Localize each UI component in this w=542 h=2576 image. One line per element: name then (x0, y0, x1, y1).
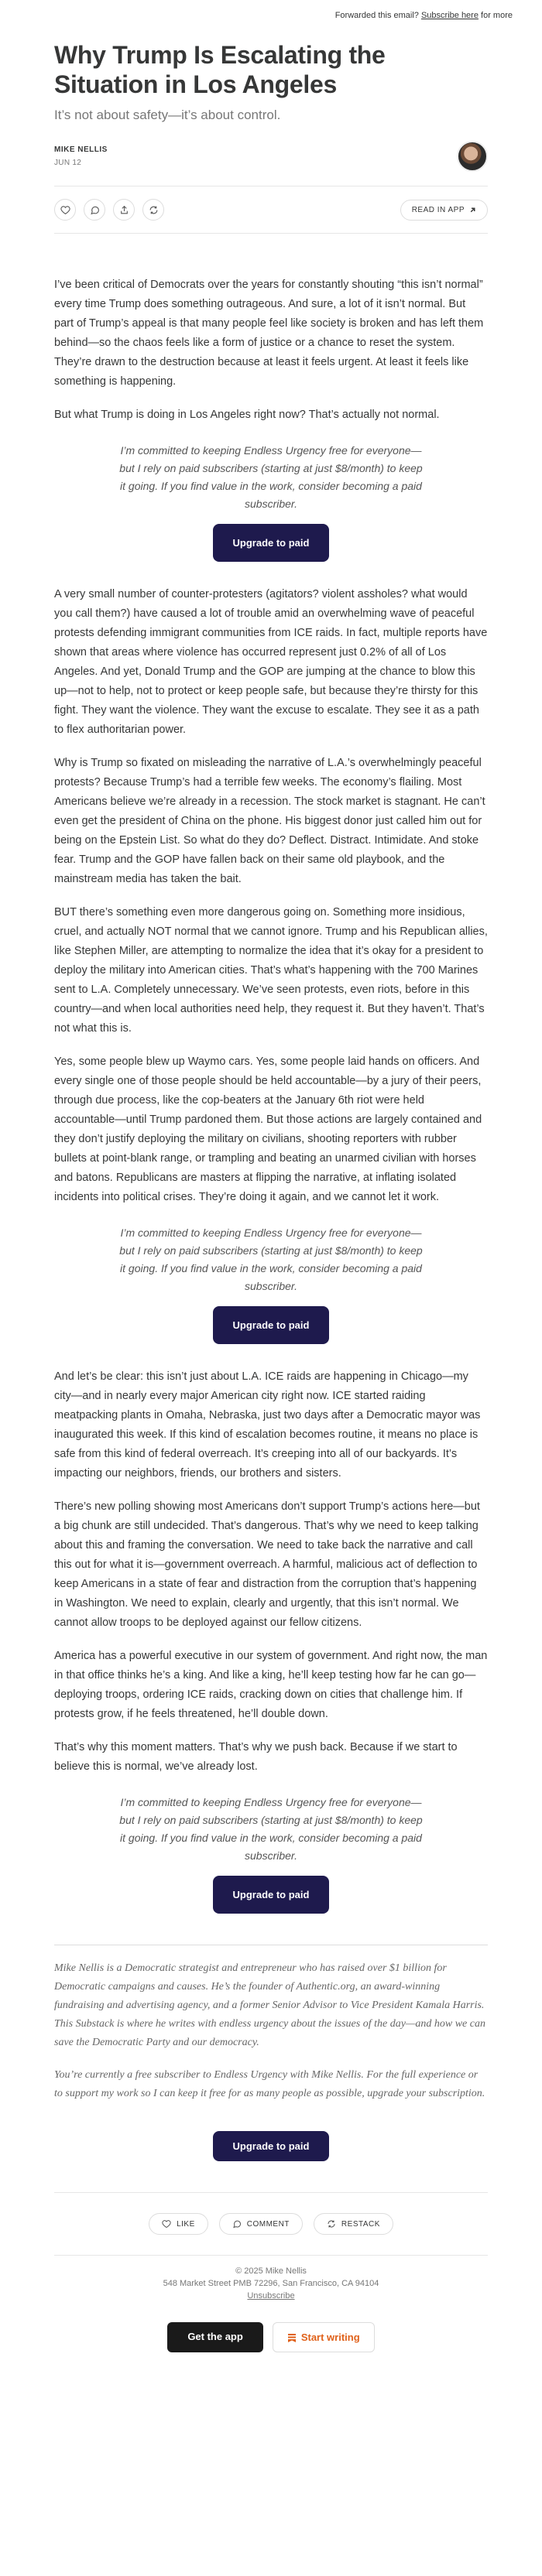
heart-icon (60, 205, 70, 215)
comment-pill-button[interactable] (219, 2213, 303, 2235)
read-in-app-button[interactable] (400, 200, 488, 221)
start-writing-label: Start writing (300, 2331, 360, 2343)
cta-text: I’m committed to keeping Endless Urgency free for everyone—but I rely on paid subscribers (starting at just $8/month) to keep it going. If you find value in the work, consider becoming a paid subscriber. (119, 1796, 423, 1862)
get-app-button[interactable]: Get the app (167, 2322, 263, 2352)
arrow-up-right-icon (469, 207, 476, 214)
paragraph: That’s why this moment matters. That’s why we push back. Because if we start to believe this is normal, we’ve already lost. (54, 1741, 458, 1773)
subscribe-cta (116, 1224, 426, 1344)
upgrade-button[interactable]: Upgrade to paid (213, 1876, 330, 1914)
legal-footer (54, 2255, 488, 2302)
bio-paragraph: You’re currently a free subscriber to Endless Urgency with Mike Nellis. For the full experience or to support my work so I can keep it free for as many people as possible, upgrade your subscription. (54, 2069, 485, 2099)
forward-suffix: for more (481, 11, 513, 20)
like-pill-button[interactable] (149, 2213, 208, 2235)
paragraph: BUT there’s something even more dangerous going on. Something more insidious, cruel, and actually NOT normal that we cannot ignore. Trump and his Republican allies, like Stephen Miller, are attempting to normalize the idea that it’s okay for a president to deploy the military into American cities. That’s what’s happening with the 700 Marines sent to L.A. Completely unnecessary. We’ve seen protests, even riots, before in this country—and when local authorities need help, they request it. But they haven’t. That’s not what this is. (54, 906, 488, 1035)
post-body (54, 275, 488, 1914)
cta-text: I’m committed to keeping Endless Urgency free for everyone—but I rely on paid subscribers (starting at just $8/month) to keep it going. If you find value in the work, consider becoming a paid subscriber. (119, 444, 423, 510)
restack-icon (149, 205, 159, 215)
post-subtitle: It’s not about safety—it’s about control. (54, 108, 281, 122)
paragraph: I’ve been critical of Democrats over the years for constantly shouting “this isn’t normal” every time Trump does something outrageous. And sure, a lot of it isn’t normal. But part of Trump’s appeal is that many people feel like society is broken and has left them behind—so the chaos feels like a form of justice or a chance to reset the system. They’re drawn to the destruction because at least it feels urgent. At least it feels like something is happening. (54, 279, 484, 388)
paragraph: Yes, some people blew up Waymo cars. Yes, some people laid hands on officers. And every single one of those people should be held accountable—by a jury of their peers, through due process, like the cop-beaters at the January 6th riot were held accountable—until Trump pardoned them. But those actions are largely contained and they don’t justify deploying the military on civilians, shooting reporters with rubber bullets at point-blank range, or trampling and beating an unarmed civilian with horses and batons. Republicans are masters at flipping the narrative, at inflating isolated incidents into political crises. They’re doing it again, and we cannot let it work. (54, 1055, 482, 1203)
paragraph: And let’s be clear: this isn’t just about L.A. ICE raids are happening in Chicago—my city—and in nearly every major American city right now. ICE started raiding meatpacking plants in Omaha, Nebraska, just two days after a Democratic mayor was inaugurated this week. If this kind of escalation becomes routine, it means no place is safe from this kind of federal overreach. It’s creeping into all of our backyards. It’s impacting our neighbors, friends, our brothers and sisters. (54, 1370, 481, 1480)
paragraph: America has a powerful executive in our system of government. And right now, the man in that office thinks he’s a king. And like a king, he’ll keep testing how far he can go—deploying troops, ordering ICE raids, cracking down on cities that challenge him. If protests grow, if he feels threatened, he’ll double down. (54, 1650, 488, 1720)
heart-icon (162, 2219, 171, 2229)
restack-label: RESTACK (341, 2219, 380, 2229)
upgrade-button[interactable]: Upgrade to paid (213, 524, 330, 562)
comment-icon (232, 2219, 242, 2229)
bottom-actions (54, 2192, 488, 2235)
bio-paragraph: Mike Nellis is a Democratic strategist and entrepreneur who has raised over $1 billion for Democratic campaigns and causes. He’s the founder of Authentic.org, an award-winning fundraising and advertising agency, and a former Senior Advisor to Vice President Kamala Harris. This Substack is where he writes with endless urgency about the issues of the day—and how we can save the Democratic Party and our democracy. (54, 1962, 485, 2048)
byline (54, 141, 488, 172)
upgrade-button[interactable]: Upgrade to paid (213, 2131, 330, 2161)
subscribe-cta (116, 2120, 426, 2161)
subscribe-cta (116, 442, 426, 562)
restack-icon (327, 2219, 336, 2229)
comment-label: COMMENT (246, 2219, 290, 2229)
start-writing-button[interactable] (273, 2322, 375, 2352)
subscribe-cta (116, 1794, 426, 1914)
paragraph: A very small number of counter-protesters (agitators? violent assholes? what would you call them?) have caused a lot of trouble amid an overwhelming wave of peaceful protests defending immigrant communities from ICE raids. In fact, multiple reports have shown that areas where violence has occurred represent just 0.2% of all of Los Angeles. And yet, Donald Trump and the GOP are jumping at the chance to blow this up—not to help, not to protect or keep people safe, but because they’re thirsty for this fight. They want the violence. They want the excuse to escalate. They see it as a path to flex authoritarian power. (54, 588, 488, 736)
subscribe-link[interactable]: Subscribe here (420, 11, 479, 20)
cta-text: I’m committed to keeping Endless Urgency free for everyone—but I rely on paid subscribers (starting at just $8/month) to keep it going. If you find value in the work, consider becoming a paid subscriber. (119, 1226, 423, 1292)
unsubscribe-link[interactable]: Unsubscribe (247, 2291, 295, 2301)
post-date: JUN 12 (54, 159, 82, 167)
share-button[interactable] (113, 199, 135, 221)
comment-button[interactable] (84, 199, 105, 221)
paragraph: Why is Trump so fixated on misleading the narrative of L.A.’s overwhelmingly peaceful protests? Because Trump’s had a terrible few weeks. The economy’s flailing. Most Americans believe we’re already in a recession. The stock market is stagnant. He can’t even get the president of China on the phone. His biggest donor just called him out for being on the Epstein List. So what do they do? Deflect. Distract. Intimidate. And stoke fear. Trump and the GOP have fallen back on their same old playbook, and the mainstream media has taken the bait. (54, 757, 485, 885)
like-label: LIKE (177, 2219, 195, 2229)
paragraph (54, 405, 488, 425)
forward-bar (0, 0, 542, 23)
paragraph: There’s new polling showing most Americans don’t support Trump’s actions here—but a big chunk are still undecided. That’s dangerous. That’s why we need to keep talking about this and framing the conversation. We need to take back the narrative and call this out for what it is—government overreach. A harmful, malicious act of deflection to keep Americans in a state of fear and distraction from the corruption that’s happening in Washington. We need to explain, clearly and urgently, that this isn’t normal. We cannot allow troops to be deployed against our fellow citizens. (54, 1500, 480, 1629)
share-icon (119, 205, 129, 215)
address: 548 Market Street PMB 72296, San Francisco, CA 94104 (163, 2279, 379, 2288)
copyright: © 2025 Mike Nellis (235, 2266, 307, 2276)
substack-logo-icon (287, 2333, 297, 2342)
author-name[interactable]: MIKE NELLIS (54, 145, 108, 154)
comment-icon (90, 205, 100, 215)
upgrade-button[interactable]: Upgrade to paid (213, 1306, 330, 1344)
forward-text: Forwarded this email? (334, 11, 419, 20)
action-bar (54, 186, 488, 234)
restack-button[interactable] (142, 199, 164, 221)
post-container (54, 40, 488, 2352)
read-in-app-label: READ IN APP (411, 205, 465, 214)
restack-pill-button[interactable] (314, 2213, 393, 2235)
like-button[interactable] (54, 199, 76, 221)
avatar[interactable] (457, 141, 488, 172)
author-bio (54, 1959, 488, 2103)
paragraph-text: But what Trump is doing in Los Angeles right now? That’s actually not normal. (54, 409, 440, 421)
app-row (54, 2322, 488, 2352)
post-title[interactable]: Why Trump Is Escalating the Situation in Los Angeles (54, 41, 386, 98)
